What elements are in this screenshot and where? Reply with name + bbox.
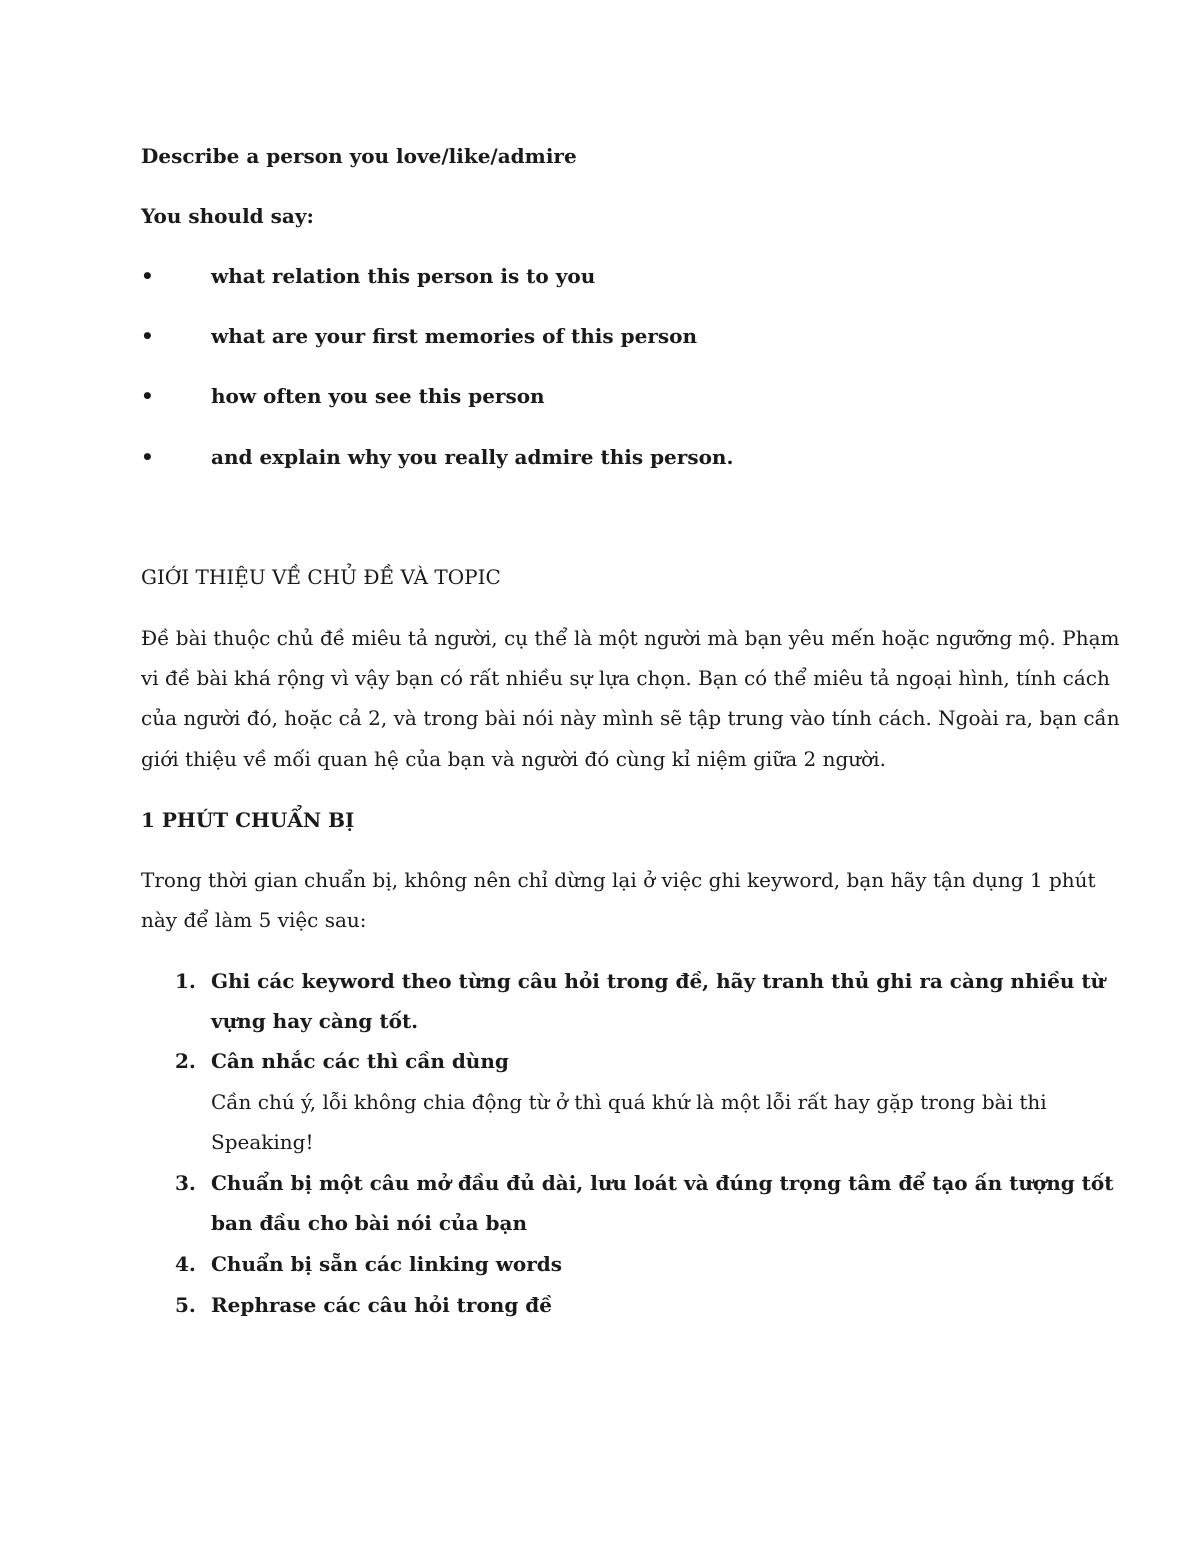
list-number: 3. (175, 1171, 196, 1195)
intro-heading: GIỚI THIỆU VỀ CHỦ ĐỀ VÀ TOPIC (141, 565, 501, 589)
list-item-line: Ghi các keyword theo từng câu hỏi trong đề, hãy tranh thủ ghi ra càng nhiều từ (211, 969, 1106, 993)
list-number: 5. (175, 1293, 196, 1317)
list-item-line: ban đầu cho bài nói của bạn (211, 1211, 527, 1235)
bullet-marker: • (141, 445, 154, 469)
prompt-title: Describe a person you love/like/admire (141, 144, 577, 168)
intro-paragraph-line: giới thiệu về mối quan hệ của bạn và người đó cùng kỉ niệm giữa 2 người. (141, 747, 886, 771)
bullet-item: and explain why you really admire this person. (211, 445, 734, 469)
list-item-note: Cần chú ý, lỗi không chia động từ ở thì quá khứ là một lỗi rất hay gặp trong bài thi (211, 1090, 1047, 1114)
list-item-note: Speaking! (211, 1130, 314, 1154)
prep-paragraph-line: này để làm 5 việc sau: (141, 908, 367, 932)
prep-heading: 1 PHÚT CHUẨN BỊ (141, 808, 355, 832)
bullet-marker: • (141, 264, 154, 288)
list-number: 4. (175, 1252, 196, 1276)
bullet-marker: • (141, 324, 154, 348)
list-item-line: vựng hay càng tốt. (211, 1009, 419, 1033)
list-item-line: Cân nhắc các thì cần dùng (211, 1049, 509, 1073)
intro-paragraph-line: của người đó, hoặc cả 2, và trong bài nói này mình sẽ tập trung vào tính cách. Ngoài ra, bạn cần (141, 706, 1120, 730)
bullet-marker: • (141, 384, 154, 408)
bullet-item: how often you see this person (211, 384, 545, 408)
list-item-line: Chuẩn bị một câu mở đầu đủ dài, lưu loát và đúng trọng tâm để tạo ấn tượng tốt (211, 1171, 1114, 1195)
intro-paragraph-line: Đề bài thuộc chủ đề miêu tả người, cụ thể là một người mà bạn yêu mến hoặc ngưỡng mộ. Phạm (141, 626, 1120, 650)
bullet-item: what relation this person is to you (211, 264, 596, 288)
prep-paragraph-line: Trong thời gian chuẩn bị, không nên chỉ dừng lại ở việc ghi keyword, bạn hãy tận dụng 1 phút (141, 868, 1096, 892)
bullet-item: what are your first memories of this person (211, 324, 698, 348)
list-item-line: Chuẩn bị sẵn các linking words (211, 1252, 563, 1276)
list-number: 1. (175, 969, 196, 993)
list-number: 2. (175, 1049, 196, 1073)
intro-paragraph-line: vi đề bài khá rộng vì vậy bạn có rất nhiều sự lựa chọn. Bạn có thể miêu tả ngoại hình, tính cách (141, 666, 1110, 690)
you-should-say: You should say: (141, 204, 314, 228)
list-item-line: Rephrase các câu hỏi trong đề (211, 1293, 552, 1317)
